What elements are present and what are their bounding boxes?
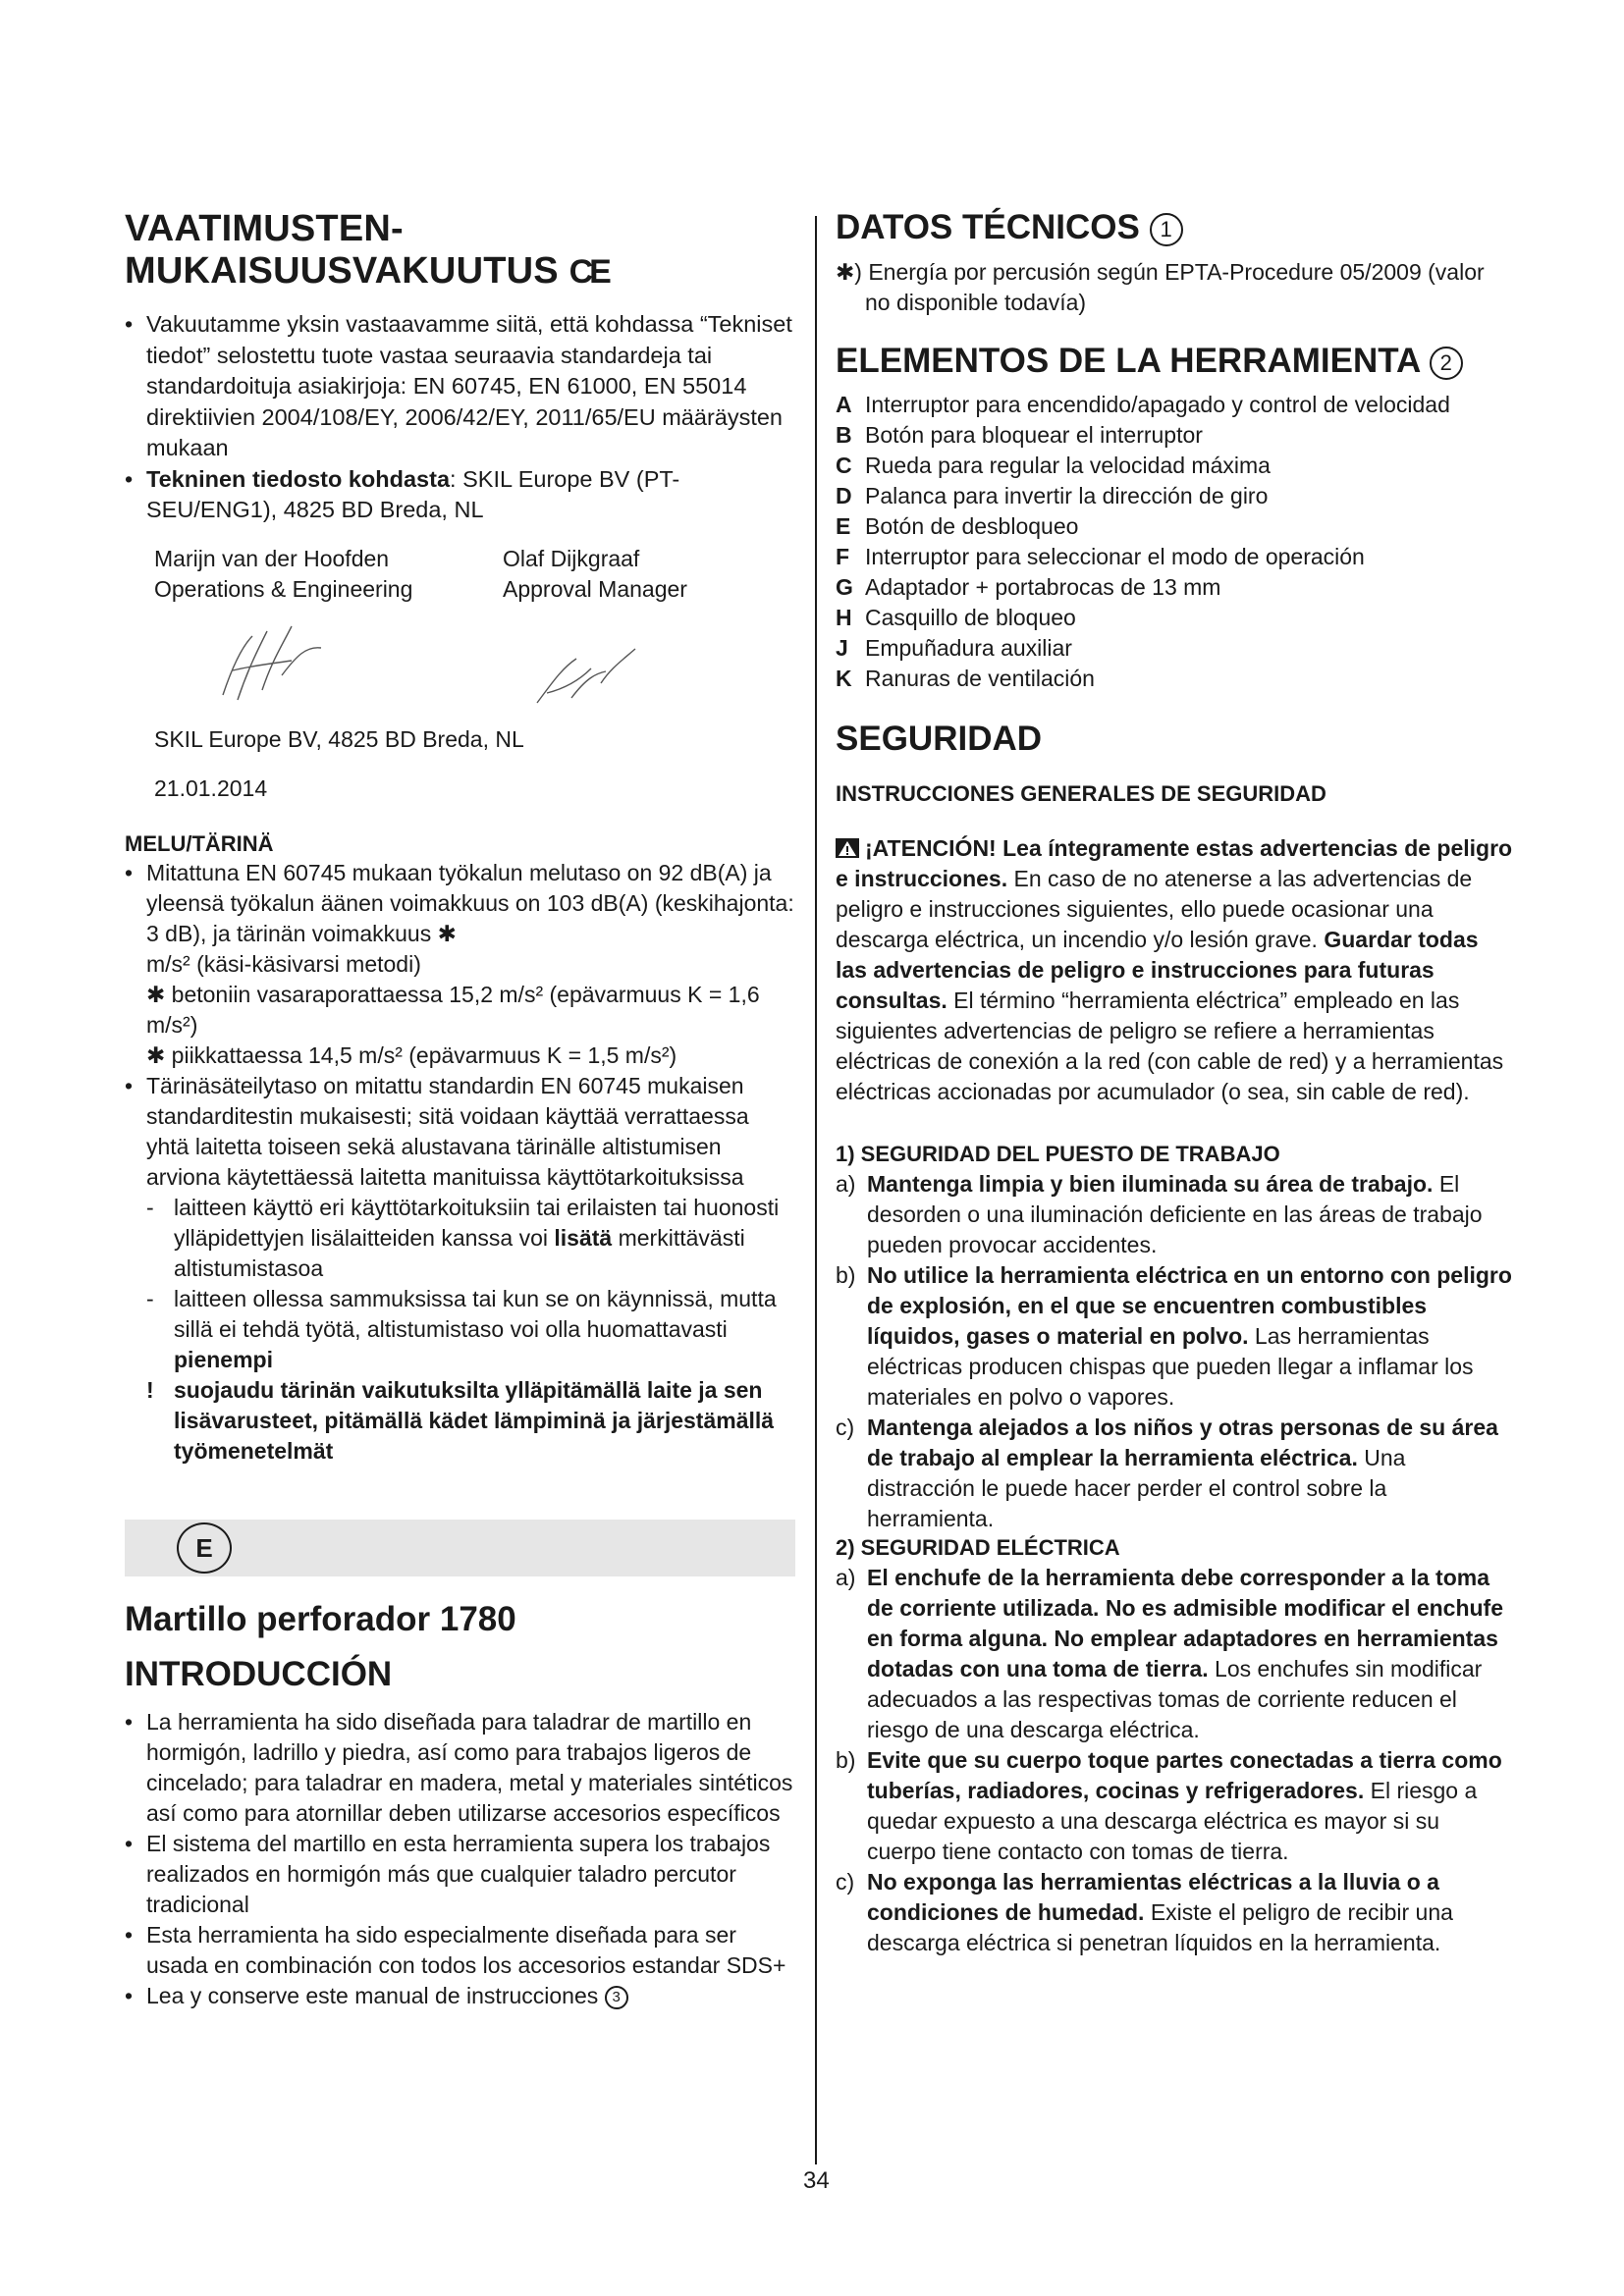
signatures [154,605,795,713]
list-item: c) Mantenga alejados a los niños y otras personas de su área de trabajo al emplear la herramienta eléctrica. Una distracción le puede hacer perder el control sobre la herramienta. [836,1414,1498,1531]
intro-heading: INTRODUCCIÓN [125,1655,393,1694]
safety-subheading: INSTRUCCIONES GENERALES DE SEGURIDAD [836,780,1326,806]
declaration-title [125,208,795,292]
list-item: G Adaptador + portabrocas de 13 mm [836,573,1221,600]
list-item: ✱ betoniin vasaraporattaessa 15,2 m/s² (epävarmuus K = 1,6 m/s²) [146,982,760,1039]
electrical-heading: 2) SEGURIDAD ELÉCTRICA [836,1534,1120,1560]
star-icon: ✱ [146,982,166,1008]
list-item: J Empuñadura auxiliar [836,634,1072,661]
list-item: ! suojaudu tärinän vaikutuksilta ylläpitämällä laite ja sen lisävarusteet, pitämällä kädet lämpiminä ja järjestämällä työmenetelmät [146,1377,775,1465]
list-item: A Interruptor para encendido/apagado y control de velocidad [836,391,1450,417]
list-item: a) Mantenga limpia y bien iluminada su área de trabajo. El desorden o una iluminación deficiente en las áreas de trabajo pueden provocar accidentes. [836,1170,1483,1257]
signatory-1 [125,544,503,605]
signatory-2 [503,544,687,605]
workplace-list [836,1169,1513,1534]
ce-mark-icon: CE [568,252,608,291]
list-item: • Esta herramienta ha sido especialmente diseñada para ser usada en combinación con todos los accesorios estandar SDS+ [125,1920,795,1981]
star-icon: ✱ [146,1042,166,1069]
right-column [836,208,1513,1958]
workplace-heading: 1) SEGURIDAD DEL PUESTO DE TRABAJO [836,1142,1280,1167]
signature-2-icon [532,644,640,713]
list-item: C Rueda para regular la velocidad máxima [836,452,1271,478]
signer-1-title: Operations & Engineering [154,575,413,602]
signer-1-name: Marijn van der Hoofden [154,545,390,571]
figure-ref-icon: 3 [605,1986,628,2009]
list-item: • Mitattuna EN 60745 mukaan työkalun melutaso on 92 dB(A) ja yleensä työkalun äänen voimakkuus on 103 dB(A) (keskihajonta: 3 dB), ja tärinän voimakkuus ✱ m/s² (käsi-käsivarsi metodi) [125,858,795,980]
intro-list [125,1707,795,2011]
declaration-title-line2: MUKAISUUSVAKUUTUS [125,249,559,292]
figure-ref-icon: 1 [1150,213,1183,246]
list-item: D Palanca para invertir la dirección de giro [836,482,1269,508]
tech-note: ✱) Energía por percusión según EPTA-Procedure 05/2009 (valor no disponible todavía) [836,259,1485,316]
elements-heading: ELEMENTOS DE LA HERRAMIENTA 2 [836,342,1513,381]
list-item: • Tekninen tiedosto kohdasta: SKIL Europe BV (PT-SEU/ENG1), 4825 BD Breda, NL [125,464,795,526]
list-item: - laitteen ollessa sammuksissa tai kun se on käynnissä, mutta sillä ei tehdä työtä, altistumistaso voi olla huomattavasti pienempi [146,1286,777,1373]
signer-2-name: Olaf Dijkgraaf [503,545,640,571]
left-column [125,208,795,2011]
signature-1-icon [213,616,331,710]
list-item: • Lea y conserve este manual de instrucciones 3 [125,1981,795,2011]
list-item: b) No utilice la herramienta eléctrica en un entorno con peligro de explosión, en el que se encuentren combustibles líquidos, gases o material en polvo. Las herramientas eléctricas producen chispas que pueden llegar a inflamar los materiales en polvo o vapores. [836,1261,1512,1410]
list-item: • Tärinäsäteilytaso on mitattu standardin EN 60745 mukaisen standarditestin mukaisesti; sitä voidaan käyttää verrattaessa yhtä laitetta toiseen sekä alustavana tärinälle altistumisen arviona käytettäessä laitetta manituissa käyttötarkoituksissa [125,1071,795,1193]
language-bar [125,1520,795,1576]
declaration-list [125,309,795,526]
list-item: E Botón de desbloqueo [836,512,1079,539]
list-item: K Ranuras de ventilación [836,665,1095,691]
noise-list-2 [125,1071,795,1193]
elements-list [836,390,1513,694]
column-divider [815,216,817,2164]
safety-warning: ¡ATENCIÓN! Lea íntegramente estas advertencias de peligro e instrucciones. En caso de no atenerse a las advertencias de peligro e instrucciones siguientes, ello puede ocasionar una descarga eléctrica, un incendio y/o lesión grave. Guardar todas las advertencias de peligro e instrucciones para futuras consultas. El término “herramienta eléctrica” empleado en las siguientes advertencias de peligro se refiere a herramientas eléctricas de conexión a la red (con cable de red) y a herramientas eléctricas accionadas por acumulador (o sea, sin cable de red). [836,835,1513,1105]
safety-heading: SEGURIDAD [836,719,1043,758]
list-item: b) Evite que su cuerpo toque partes conectadas a tierra como tuberías, radiadores, cocinas y refrigeradores. El riesgo a quedar expuesto a una descarga eléctrica es mayor si su cuerpo tiene contacto con tomas de tierra. [836,1746,1502,1864]
list-item: • El sistema del martillo en esta herramienta supera los trabajos realizados en hormigón más que cualquier taladro percutor tradicional [125,1829,795,1920]
list-item: a) El enchufe de la herramienta debe corresponder a la toma de corriente utilizada. No es admisible modificar el enchufe en forma alguna. No emplear adaptadores en herramientas dotadas con una toma de tierra. Los enchufes sin modificar adecuados a las respectivas tomas de corriente reducen el riesgo de una descarga eléctrica. [836,1564,1504,1742]
list-item: - laitteen käyttö eri käyttötarkoituksiin tai erilaisten tai huonosti ylläpidettyjen lisälaitteiden kanssa voi lisätä merkittävästi altistumistasoa [146,1195,780,1282]
signatory-table [125,544,795,605]
company-address: SKIL Europe BV, 4825 BD Breda, NL [154,725,524,752]
list-item: B Botón para bloquear el interruptor [836,421,1203,448]
noise-list [125,858,795,980]
signer-2-title: Approval Manager [503,575,687,602]
language-badge: E [177,1522,232,1574]
list-item: c) No exponga las herramientas eléctricas a la lluvia o a condiciones de humedad. Existe el peligro de recibir una descarga eléctrica si penetran líquidos en la herramienta. [836,1868,1453,1955]
list-item: F Interruptor para seleccionar el modo de operación [836,543,1365,569]
list-item: • La herramienta ha sido diseñada para taladrar de martillo en hormigón, ladrillo y piedra, así como para trabajos ligeros de cincelado; para taladrar en madera, metal y materiales sintéticos así como para atornillar deben utilizarse accesorios específicos [125,1707,795,1829]
warning-icon [836,838,859,858]
star-icon: ✱ [437,921,457,947]
page-number: 34 [803,2167,830,2194]
tech-heading: DATOS TÉCNICOS 1 [836,208,1513,247]
list-item: H Casquillo de bloqueo [836,604,1076,630]
list-item: ✱ piikkattaessa 14,5 m/s² (epävarmuus K = 1,5 m/s²) [146,1042,677,1069]
electrical-list [836,1563,1513,1958]
noise-heading: MELU/TÄRINÄ [125,830,274,856]
declaration-date: 21.01.2014 [154,774,268,801]
list-item: • Vakuutamme yksin vastaavamme siitä, että kohdassa “Tekniset tiedot” selostettu tuote vastaa seuraavia standardeja tai standardoituja asiakirjoja: EN 60745, EN 61000, EN 55014 direktiivien 2004/108/EY, 2006/42/EY, 2011/65/EU määräysten mukaan [125,309,795,464]
declaration-title-line1: VAATIMUSTEN- [125,208,404,249]
product-title: Martillo perforador 1780 [125,1600,516,1639]
figure-ref-icon: 2 [1430,347,1463,380]
